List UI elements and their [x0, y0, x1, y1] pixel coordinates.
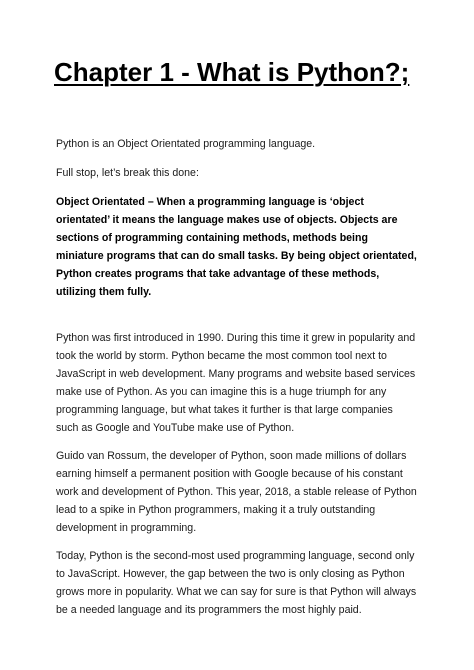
- intro-paragraph: Python is an Object Orientated programming language.: [56, 138, 316, 150]
- developer-paragraph: Guido van Rossum, the developer of Python, soon made millions of dollars earning himself a permanent position with Google because of his constant work and development of Python. This year, 2018, a stable release of Python lead to a spike in Python programmers, making it a truly outstanding development in programming.: [56, 450, 417, 534]
- today-paragraph: Today, Python is the second-most used programming language, second only to JavaScript. However, the gap between the two is only closing as Python grows more in popularity. What we can say for sure is that Python will always be a needed language and its programmers the most highly paid.: [56, 550, 417, 616]
- definition-paragraph: Object Orientated – When a programming language is ‘object orientated’ it means the language makes use of objects. Objects are sections of programming containing methods, methods being miniature programs that can do small tasks. By being object orientated, Python creates programs that take advantage of these methods, utilizing them fully.: [56, 196, 417, 298]
- history-paragraph: Python was first introduced in 1990. During this time it grew in popularity and took the world by storm. Python became the most common tool next to JavaScript in web development. Many programs and website based services make use of Python. As you can imagine this is a huge triumph for any programming language, but what takes it further is that large companies such as Google and YouTube make use of Python.: [56, 332, 416, 434]
- chapter-title: Chapter 1 - What is Python?;: [54, 57, 410, 87]
- breakdown-paragraph: Full stop, let’s break this done:: [56, 167, 199, 179]
- document-body: [56, 135, 418, 629]
